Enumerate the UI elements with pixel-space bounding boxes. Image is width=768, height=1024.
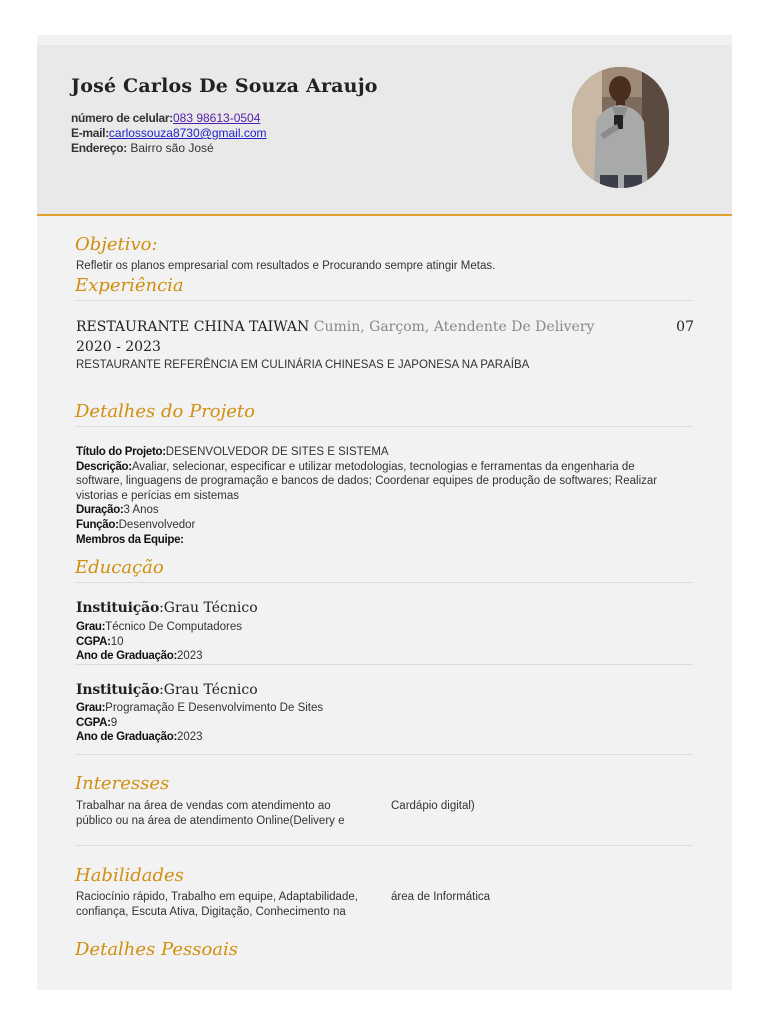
- phone-label: número de celular:: [71, 111, 173, 125]
- project-desc-label: Descrição:: [76, 460, 132, 473]
- education-entry-2: [76, 701, 694, 745]
- cgpa-label: CGPA:: [76, 635, 111, 648]
- interests-title: Interesses: [75, 773, 170, 794]
- project-desc-2: software, linguagens de programação e bancos de dados; Coordenar equipes de produção de softwares; Realizar: [76, 475, 658, 488]
- cgpa-row: [76, 635, 694, 650]
- institution-value: :Grau Técnico: [159, 682, 258, 698]
- project-function-row: [76, 518, 694, 533]
- resume-page: [37, 35, 732, 990]
- contact-info: [71, 111, 267, 156]
- project-function-label: Função:: [76, 518, 119, 531]
- personal-title: Detalhes Pessoais: [75, 939, 239, 960]
- project-function: Desenvolvedor: [118, 518, 196, 531]
- cgpa-row: [76, 716, 694, 731]
- job-entry: [76, 317, 694, 357]
- address-row: [71, 141, 267, 156]
- degree-row: [76, 701, 694, 716]
- profile-photo-image: [572, 67, 669, 188]
- grad-year-label: Ano de Graduação:: [76, 650, 177, 663]
- education-entry-1: [76, 620, 694, 664]
- grad-year-row: [76, 649, 694, 664]
- project-desc-row: [76, 460, 694, 475]
- project-desc-3: vistorias e perícias em sistemas: [76, 489, 239, 502]
- degree-label: Grau:: [76, 621, 106, 633]
- cgpa-value: 9: [110, 716, 118, 729]
- email-label: E-mail:: [71, 126, 109, 140]
- objective-title: Objetivo:: [75, 234, 158, 255]
- project-details: [76, 445, 694, 547]
- degree-value: Técnico De Computadores: [105, 621, 242, 633]
- job-line-1: [76, 317, 694, 337]
- full-name: José Carlos De Souza Araujo: [71, 75, 378, 97]
- interests-col-1: [76, 799, 376, 828]
- institution-label: Instituição: [76, 600, 160, 616]
- interests-line-1: Trabalhar na área de vendas com atendimento ao: [76, 800, 331, 812]
- address-label: Endereço:: [71, 141, 127, 155]
- degree-row: [76, 620, 694, 635]
- cgpa-label: CGPA:: [76, 716, 111, 729]
- experience-title: Experiência: [75, 275, 184, 296]
- cgpa-value: 10: [110, 635, 124, 648]
- interests-line-2: público ou na área de atendimento Online(Delivery e: [76, 814, 345, 827]
- project-name-label: Título do Projeto:: [76, 446, 166, 458]
- skills-line-1: Raciocínio rápido, Trabalho em equipe, Adaptabilidade,: [76, 891, 358, 903]
- job-description: RESTAURANTE REFERÊNCIA EM CULINÁRIA CHINESAS E JAPONESA NA PARAÍBA: [76, 359, 530, 371]
- interests-col-2: Cardápio digital): [391, 800, 475, 812]
- job-role: Cumin, Garçom, Atendente De Delivery: [313, 319, 595, 335]
- skills-col-2: área de Informática: [391, 891, 491, 903]
- phone-row: [71, 111, 267, 126]
- project-name: DESENVOLVEDOR DE SITES E SISTEMA: [165, 446, 389, 458]
- degree-label: Grau:: [76, 702, 106, 714]
- profile-photo: [572, 67, 669, 188]
- skills-line-2: confiança, Escuta Ativa, Digitação, Conhecimento na: [76, 905, 346, 918]
- email-row: [71, 126, 267, 141]
- project-duration: 3 Anos: [123, 504, 159, 517]
- job-company: RESTAURANTE CHINA TAIWAN: [76, 319, 310, 335]
- address-value: Bairro são José: [126, 141, 214, 155]
- institution-label: Instituição: [76, 682, 160, 698]
- skills-title: Habilidades: [75, 865, 184, 886]
- job-dates: 2020 - 2023: [76, 339, 161, 355]
- grad-year-value: 2023: [176, 650, 203, 663]
- email-link[interactable]: carlossouza8730@gmail.com: [108, 126, 267, 140]
- project-name-row: [76, 445, 694, 460]
- experience-divider: [75, 300, 693, 301]
- project-duration-row: [76, 503, 694, 518]
- skills-col-1: [76, 890, 381, 919]
- institution-value: :Grau Técnico: [159, 600, 258, 616]
- job-dates-start: 07: [676, 319, 694, 335]
- phone-link[interactable]: 083 98613-0504: [172, 111, 261, 125]
- project-members-row: [76, 533, 694, 548]
- education-end-divider: [75, 754, 693, 755]
- resume-header: [37, 45, 732, 216]
- project-desc-1: Avaliar, selecionar, especificar e utilizar metodologias, tecnologias e ferramentas da engenharia de: [131, 460, 635, 473]
- project-title: Detalhes do Projeto: [75, 401, 255, 422]
- education-entry-divider: [75, 664, 693, 665]
- education-title: Educação: [75, 557, 164, 578]
- interests-divider: [75, 845, 693, 846]
- grad-year-value: 2023: [176, 731, 203, 744]
- education-entry-2-institution: [76, 682, 258, 698]
- education-entry-1-institution: [76, 600, 258, 616]
- project-divider: [75, 426, 693, 427]
- project-members-label: Membros da Equipe:: [76, 533, 184, 546]
- education-divider: [75, 582, 693, 583]
- project-duration-label: Duração:: [76, 504, 124, 517]
- grad-year-row: [76, 730, 694, 745]
- grad-year-label: Ano de Graduação:: [76, 731, 177, 744]
- objective-text: Refletir os planos empresarial com resultados e Procurando sempre atingir Metas.: [76, 260, 496, 272]
- degree-value: Programação E Desenvolvimento De Sites: [105, 702, 324, 714]
